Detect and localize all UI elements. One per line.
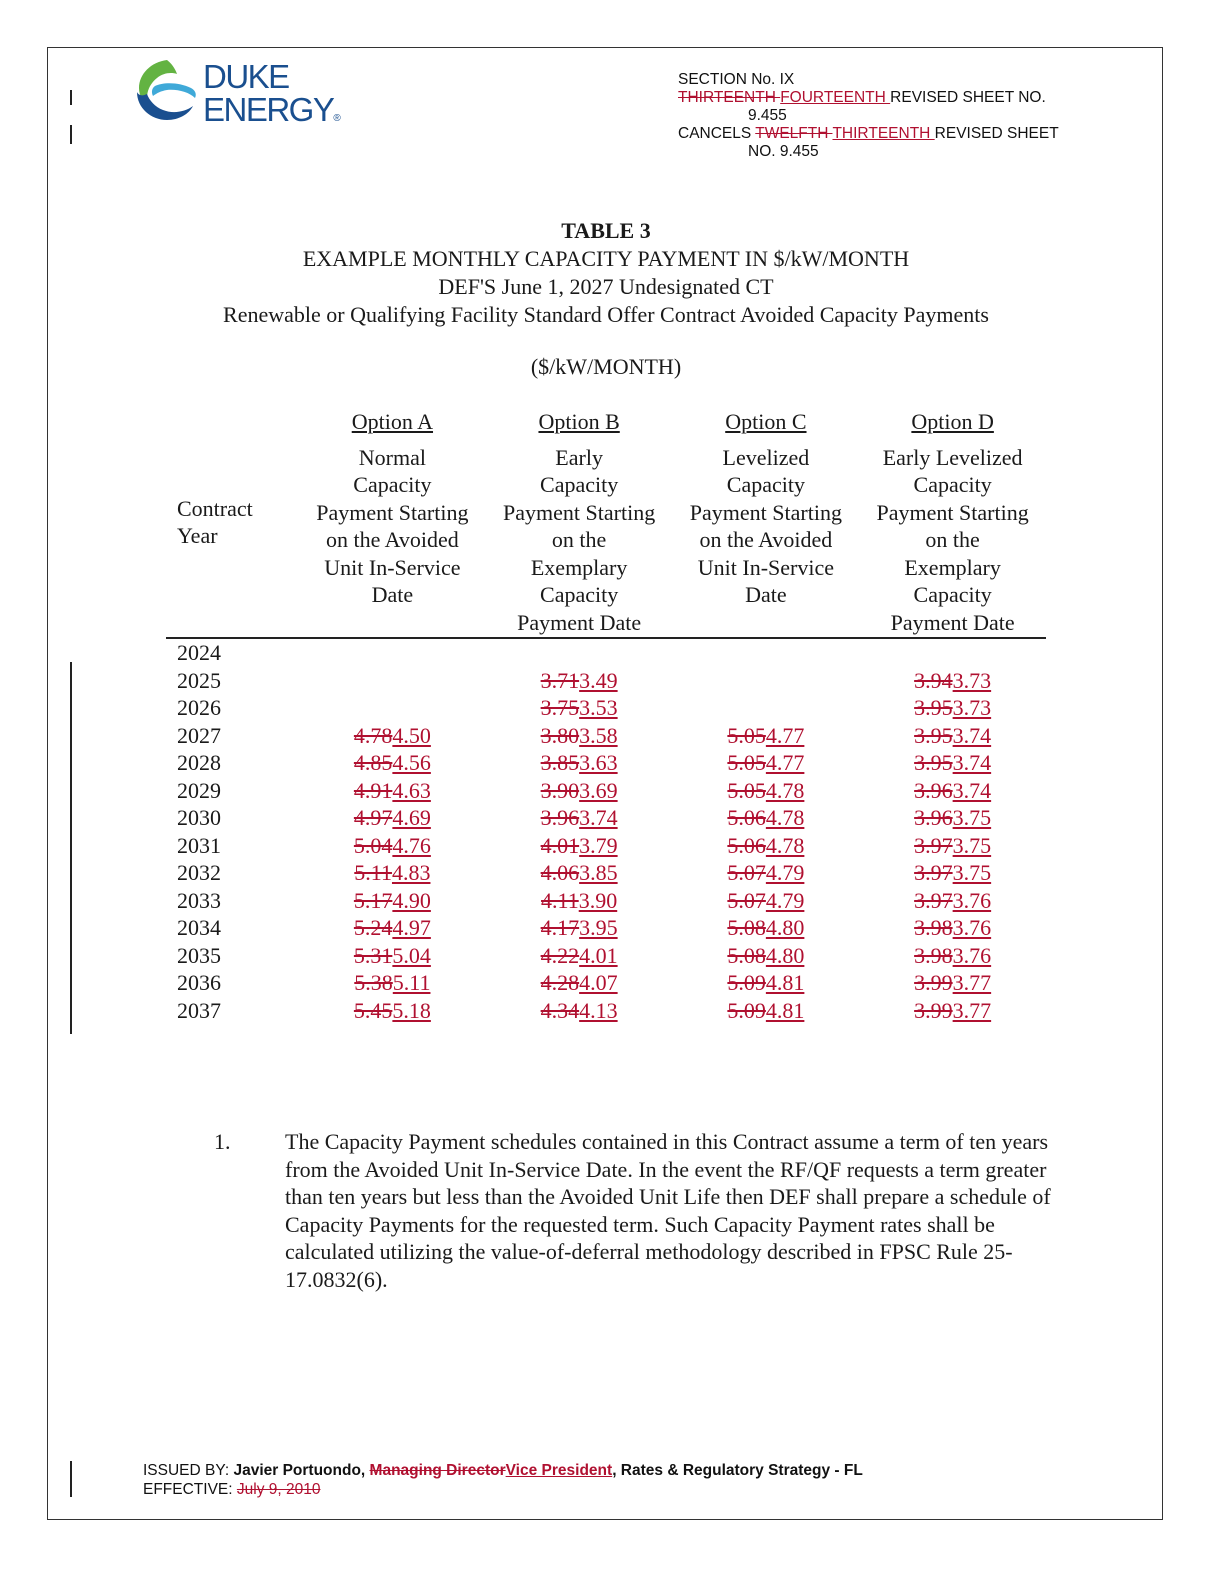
payment-cell	[859, 887, 1046, 915]
old-value: 4.11	[541, 887, 579, 913]
old-value: 3.75	[540, 695, 580, 720]
old-value: 5.05	[727, 750, 766, 775]
duke-energy-logo	[133, 56, 343, 126]
payment-cell	[859, 859, 1046, 887]
new-value: 4.97	[392, 915, 431, 940]
old-value: 3.95	[914, 695, 953, 720]
old-value: 5.06	[727, 832, 766, 858]
new-value: 3.73	[952, 695, 992, 720]
contract-year: 2036	[177, 970, 221, 995]
new-value: 4.13	[579, 997, 618, 1023]
old-value: 3.94	[914, 667, 953, 693]
option-description-line: Early Levelized	[882, 444, 1023, 470]
new-value: 3.58	[579, 722, 618, 748]
payment-cell	[673, 804, 860, 832]
option-description-line: Capacity	[540, 582, 619, 607]
new-value: 4.81	[765, 997, 805, 1023]
payment-cell	[486, 749, 673, 777]
contract-year: 2033	[177, 887, 221, 913]
old-value: 5.08	[727, 942, 766, 968]
new-value: 3.75	[952, 832, 992, 858]
new-value: 3.63	[579, 750, 618, 775]
option-description-line: Early	[555, 444, 603, 470]
option-c-header	[673, 408, 860, 638]
revised-sheet-line: THIRTEENTH FOURTEENTH REVISED SHEET NO.	[678, 89, 1046, 106]
old-value: 5.11	[354, 860, 392, 885]
cancels-line: CANCELS TWELFTH THIRTEENTH REVISED SHEET	[678, 125, 1059, 142]
contract-year: 2032	[177, 860, 221, 885]
old-value: 5.05	[727, 722, 766, 748]
change-bar	[70, 1461, 72, 1497]
payment-cell	[859, 722, 1046, 750]
old-value: 4.34	[540, 997, 580, 1023]
table-row	[166, 914, 1046, 942]
payment-cell	[859, 638, 1046, 667]
payment-cell	[299, 914, 486, 942]
option-description-line: Payment Starting	[316, 499, 469, 525]
option-description-line: Payment Starting	[503, 499, 656, 525]
old-value: 5.45	[353, 997, 393, 1023]
old-value: 5.09	[727, 970, 766, 995]
payment-cell	[673, 887, 860, 915]
old-value: 5.38	[354, 970, 393, 995]
old-value: 5.31	[353, 942, 393, 968]
contract-year: 2026	[177, 695, 221, 720]
new-value: 4.78	[765, 832, 805, 858]
payment-cell	[859, 667, 1046, 695]
contract-year-header: Contract Year	[166, 408, 299, 638]
new-value: 3.74	[579, 805, 618, 830]
new-value: 4.77	[765, 750, 805, 775]
payment-cell	[859, 969, 1046, 997]
table-row	[166, 887, 1046, 915]
duke-energy-swirl-icon	[133, 56, 199, 126]
new-value: 3.90	[578, 887, 618, 913]
payment-cell	[299, 942, 486, 970]
payment-cell	[859, 914, 1046, 942]
payment-cell	[299, 667, 486, 695]
sheet-number: 9.455	[748, 107, 787, 124]
option-name: Option A	[351, 409, 434, 434]
old-value: 3.99	[914, 997, 953, 1023]
section-number: SECTION No. IX	[678, 71, 795, 88]
inserted-text: Vice President	[505, 1462, 613, 1479]
old-value: 3.98	[914, 915, 953, 940]
option-description-line: Exemplary	[530, 554, 628, 580]
option-description-line: Normal	[358, 444, 426, 470]
new-value: 4.56	[392, 750, 431, 775]
payment-cell	[486, 914, 673, 942]
payment-cell	[299, 804, 486, 832]
table-row	[166, 638, 1046, 667]
option-description-line: Unit In-Service	[697, 554, 834, 580]
capacity-payment-table	[166, 408, 1046, 1024]
new-value: 4.80	[765, 915, 805, 940]
table-row	[166, 942, 1046, 970]
old-value: 3.85	[540, 750, 580, 775]
old-value: 3.90	[540, 777, 580, 803]
change-bar	[70, 662, 72, 1034]
payment-cell	[673, 749, 860, 777]
option-description-line: on the Avoided	[325, 527, 459, 552]
option-b-header	[486, 408, 673, 638]
new-value: 4.80	[765, 942, 805, 968]
payment-cell	[486, 694, 673, 722]
payment-cell	[486, 969, 673, 997]
table-row	[166, 969, 1046, 997]
new-value: 5.11	[392, 970, 431, 995]
table-subtitle: EXAMPLE MONTHLY CAPACITY PAYMENT IN $/kW/MONTH	[302, 246, 910, 271]
contract-year: 2025	[177, 667, 221, 693]
footer	[143, 1461, 863, 1499]
new-value: 4.07	[579, 970, 618, 995]
deleted-text: THIRTEENTH	[678, 89, 781, 106]
new-value: 3.49	[579, 667, 618, 693]
new-value: 3.77	[952, 997, 992, 1023]
payment-cell	[673, 832, 860, 860]
option-description-line: on the Avoided	[699, 527, 833, 552]
table-row	[166, 667, 1046, 695]
new-value: 4.01	[579, 942, 618, 968]
table-row	[166, 749, 1046, 777]
deleted-text: July 9, 2010	[236, 1481, 321, 1498]
deleted-text: Managing Director	[369, 1462, 506, 1479]
table-row	[166, 859, 1046, 887]
payment-cell	[486, 667, 673, 695]
payment-cell	[859, 749, 1046, 777]
new-value: 4.79	[765, 860, 805, 885]
contract-year: 2035	[177, 942, 221, 968]
cancels-sheet-number: NO. 9.455	[748, 143, 819, 160]
old-value: 5.07	[727, 887, 766, 913]
issued-by-line: ISSUED BY: Javier Portuondo, Managing DirectorVice President, Rates & Regulatory Strategy - FL	[143, 1462, 863, 1479]
logo-word-duke: DUKE	[203, 58, 289, 95]
payment-cell	[299, 638, 486, 667]
old-value: 4.97	[353, 805, 393, 830]
new-value: 4.76	[392, 832, 431, 858]
option-description-line: Capacity	[540, 472, 619, 497]
new-value: 4.79	[765, 887, 805, 913]
old-value: 3.96	[540, 805, 580, 830]
payment-cell	[673, 722, 860, 750]
option-description-line: Payment Starting	[876, 499, 1029, 525]
footnote-number: 1.	[214, 1129, 231, 1154]
option-description-line: Date	[371, 582, 414, 607]
option-d-header	[859, 408, 1046, 638]
old-value: 5.09	[727, 997, 766, 1023]
new-value: 4.90	[392, 887, 431, 913]
old-value: 3.97	[914, 887, 953, 913]
new-value: 3.75	[952, 860, 992, 885]
new-value: 3.77	[952, 970, 992, 995]
table-row	[166, 777, 1046, 805]
payment-cell	[486, 942, 673, 970]
old-value: 4.17	[540, 915, 580, 940]
new-value: 4.78	[765, 777, 805, 803]
option-description-line: Date	[745, 582, 787, 607]
option-description-line: Payment Date	[517, 609, 642, 635]
footnote-text: The Capacity Payment schedules contained in this Contract assume a term of ten years from the Avoided Unit In-Service Date. In the event the RF/QF requests a term greater than ten years but less than the Avoided Unit Life then DEF shall prepare a schedule of Capacity Payments for the requested term. Such Capacity Payment rates shall be calculated utilizing the value-of-deferral methodology described in FPSC Rule 25-17.0832(6).	[285, 1129, 1051, 1292]
inserted-text: THIRTEENTH	[832, 125, 935, 142]
new-value: 3.53	[579, 695, 618, 720]
payment-cell	[673, 777, 860, 805]
payment-cell	[486, 859, 673, 887]
old-value: 5.06	[727, 805, 766, 830]
old-value: 5.04	[353, 832, 393, 858]
new-value: 4.69	[392, 805, 431, 830]
new-value: 5.04	[392, 942, 431, 968]
option-description-line: Capacity	[913, 472, 992, 497]
option-description-line: Capacity	[353, 472, 432, 497]
option-name: Option B	[538, 409, 620, 434]
option-name: Option D	[911, 409, 994, 434]
payment-cell	[299, 832, 486, 860]
option-description-line: Payment Date	[890, 609, 1015, 635]
old-value: 3.97	[914, 832, 953, 858]
old-value: 3.98	[914, 942, 953, 968]
payment-cell	[673, 667, 860, 695]
table-row	[166, 804, 1046, 832]
old-value: 4.85	[353, 750, 393, 775]
payment-cell	[859, 997, 1046, 1025]
old-value: 4.28	[540, 970, 580, 995]
contract-year: 2024	[177, 640, 221, 665]
table-row	[166, 997, 1046, 1025]
payment-cell	[859, 832, 1046, 860]
payment-cell	[486, 722, 673, 750]
option-description-line: Payment Starting	[689, 499, 842, 525]
payment-cell	[673, 997, 860, 1025]
old-value: 5.17	[353, 887, 393, 913]
new-value: 4.77	[765, 722, 805, 748]
new-value: 3.74	[952, 722, 992, 748]
table-subtitle: Renewable or Qualifying Facility Standard Offer Contract Avoided Capacity Payments	[223, 302, 989, 327]
contract-year: 2030	[177, 805, 221, 830]
table-row	[166, 694, 1046, 722]
payment-cell	[673, 969, 860, 997]
new-value: 3.76	[952, 942, 992, 968]
new-value: 4.78	[765, 805, 805, 830]
old-value: 3.96	[914, 805, 953, 830]
old-value: 3.97	[914, 860, 953, 885]
old-value: 4.78	[353, 722, 393, 748]
payment-cell	[673, 914, 860, 942]
option-description-line: Exemplary	[904, 554, 1001, 580]
payment-cell	[299, 969, 486, 997]
registered-mark: ®	[333, 113, 341, 124]
sheet-header	[678, 71, 1059, 161]
payment-cell	[859, 777, 1046, 805]
new-value: 3.69	[579, 777, 618, 803]
option-description-line: Capacity	[913, 582, 992, 607]
new-value: 3.76	[952, 887, 992, 913]
old-value: 4.22	[540, 942, 580, 968]
change-bar	[70, 125, 72, 144]
old-value: 4.01	[540, 832, 580, 858]
new-value: 3.79	[579, 832, 618, 858]
payment-cell	[299, 777, 486, 805]
payment-cell	[486, 638, 673, 667]
old-value: 3.95	[914, 722, 953, 748]
payment-cell	[859, 942, 1046, 970]
new-value: 3.95	[579, 915, 618, 940]
old-value: 3.71	[540, 667, 580, 693]
payment-cell	[673, 694, 860, 722]
new-value: 4.63	[392, 777, 431, 803]
new-value: 5.18	[392, 997, 431, 1023]
payment-cell	[299, 997, 486, 1025]
new-value: 3.76	[952, 915, 992, 940]
option-description-line: on the	[551, 527, 607, 552]
option-a-header	[299, 408, 486, 638]
new-value: 3.74	[952, 750, 992, 775]
payment-cell	[486, 997, 673, 1025]
table-titles	[0, 217, 1212, 329]
logo-word-energy: ENERGY®	[203, 91, 341, 128]
contract-year: 2029	[177, 777, 221, 803]
old-value: 5.07	[727, 860, 766, 885]
old-value: 3.80	[540, 722, 580, 748]
old-value: 5.08	[727, 915, 766, 940]
deleted-text: TWELFTH	[755, 125, 833, 142]
new-value: 3.75	[952, 805, 992, 830]
table-body	[166, 638, 1046, 1024]
old-value: 5.05	[727, 777, 766, 803]
old-value: 3.96	[914, 777, 953, 803]
option-name: Option C	[725, 409, 807, 434]
table-row	[166, 832, 1046, 860]
payment-cell	[486, 832, 673, 860]
option-description-line: Levelized	[722, 444, 810, 470]
payment-cell	[299, 749, 486, 777]
contract-year: 2027	[177, 722, 221, 748]
table-subtitle: DEF'S June 1, 2027 Undesignated CT	[438, 274, 774, 299]
old-value: 4.06	[540, 860, 580, 885]
old-value: 4.91	[353, 777, 393, 803]
contract-year: 2031	[177, 832, 221, 858]
effective-line: EFFECTIVE: July 9, 2010	[143, 1481, 321, 1498]
contract-year: 2028	[177, 750, 221, 775]
new-value: 3.73	[952, 667, 992, 693]
contract-year: 2037	[177, 997, 221, 1023]
option-description-line: Unit In-Service	[324, 554, 461, 580]
option-description-line: on the	[925, 527, 980, 552]
contract-year: 2034	[177, 915, 221, 940]
payment-cell	[486, 804, 673, 832]
payment-cell	[299, 887, 486, 915]
payment-cell	[299, 694, 486, 722]
new-value: 3.74	[952, 777, 992, 803]
new-value: 4.50	[392, 722, 431, 748]
table-row	[166, 722, 1046, 750]
change-bar	[70, 90, 72, 105]
table-units: ($/kW/MONTH)	[530, 354, 682, 379]
table-title: TABLE 3	[561, 218, 651, 243]
payment-cell	[299, 722, 486, 750]
payment-cell	[673, 859, 860, 887]
old-value: 3.99	[914, 970, 953, 995]
payment-cell	[673, 638, 860, 667]
payment-cell	[486, 777, 673, 805]
payment-cell	[673, 942, 860, 970]
payment-cell	[859, 804, 1046, 832]
old-value: 5.24	[353, 915, 393, 940]
new-value: 3.85	[579, 860, 618, 885]
payment-cell	[299, 859, 486, 887]
old-value: 3.95	[914, 750, 953, 775]
inserted-text: FOURTEENTH	[780, 89, 891, 106]
new-value: 4.83	[391, 860, 431, 885]
payment-cell	[859, 694, 1046, 722]
option-description-line: Capacity	[726, 472, 805, 497]
new-value: 4.81	[765, 970, 805, 995]
payment-cell	[486, 887, 673, 915]
